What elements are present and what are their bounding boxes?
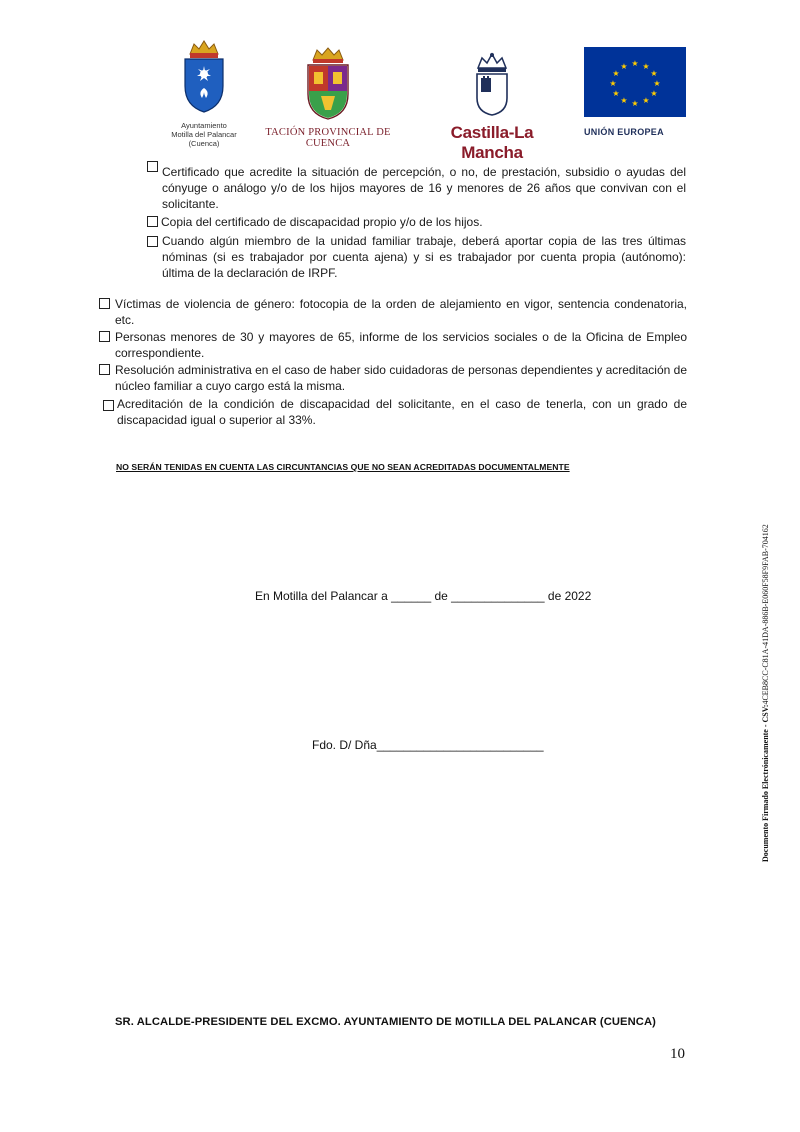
svg-text:★: ★ [650,69,658,78]
svg-text:★: ★ [612,69,620,78]
place-date-line: En Motilla del Palancar a ______ de ______________ de 2022 [255,589,592,603]
ayuntamiento-logo [168,38,240,148]
castilla-la-mancha-logo [424,52,560,163]
svg-text:★: ★ [653,79,661,88]
signature-line: Fdo. D/ Dña_________________________ [312,738,544,752]
svg-text:★: ★ [620,62,628,71]
svg-text:★: ★ [642,96,650,105]
eu-flag-icon [584,47,686,117]
diputacion-shield-icon [303,46,353,120]
checkbox[interactable] [99,298,110,309]
svg-text:★: ★ [612,89,620,98]
clm-crest-icon [472,52,512,116]
diputacion-caption: TACIÓN PROVINCIAL DE CUENCA [265,127,391,149]
list-item [115,296,687,328]
stamp-code: 4CEB8CC-C81A-41DA-886B-E060F58F9FAB-704162 [761,524,770,705]
svg-text:★: ★ [620,96,628,105]
header-logos [0,38,800,162]
ayuntamiento-caption-line: Ayuntamiento [181,121,227,130]
svg-text:★: ★ [631,59,639,68]
union-europea-logo [584,47,688,137]
addressee: SR. ALCALDE-PRESIDENTE DEL EXCMO. AYUNTAMIENTO DE MOTILLA DEL PALANCAR (CUENCA) [115,1016,656,1028]
checkbox[interactable] [99,364,110,375]
list-item-text: Víctimas de violencia de género: fotocopia de la orden de alejamiento en vigor, sentencia condenatoria, etc. [115,297,687,327]
page-number: 10 [670,1046,685,1062]
list-item-text: Personas menores de 30 y mayores de 65, informe de los servicios sociales o de la Oficina de Empleo correspondiente. [115,330,687,360]
checkbox[interactable] [147,236,158,247]
checkbox[interactable] [103,400,114,411]
list-item [117,396,687,428]
ue-caption: UNIÓN EUROPEA [584,127,664,137]
list-item-text: Acreditación de la condición de discapacidad del solicitante, en el caso de tenerla, con un grado de discapacidad igual o superior al 33%. [117,397,687,427]
ayuntamiento-caption-line: Motilla del Palancar [171,130,237,139]
electronic-signature-stamp [761,524,770,862]
ayuntamiento-caption-line: (Cuenca) [188,139,220,148]
list-item-text: Resolución administrativa en el caso de haber sido cuidadoras de personas dependientes y acreditación de núcleo familiar a cuyo cargo está la misma. [115,363,687,393]
list-item: Cuando algún miembro de la unidad familiar trabaje, deberá aportar copia de las tres últimas nóminas (si es trabajador por cuenta ajena) y si es trabajador por cuenta propia (autónomo): última de la declaración de IRPF. [162,234,686,280]
clm-caption: Castilla-La Mancha [450,123,534,162]
list-item: Copia del certificado de discapacidad propio y/o de los hijos. [161,215,483,229]
svg-text:★: ★ [631,99,639,108]
stamp-label: Documento Firmado Electrónicamente - CSV: [761,704,770,862]
checkbox[interactable] [147,161,158,172]
checkbox[interactable] [147,216,158,227]
ayuntamiento-shield-icon [182,38,226,114]
svg-text:★: ★ [642,62,650,71]
list-item [115,362,687,394]
notice-text: NO SERÁN TENIDAS EN CUENTA LAS CIRCUNTANCIAS QUE NO SEAN ACREDITADAS DOCUMENTALMENTE [116,462,570,472]
svg-text:★: ★ [609,79,617,88]
svg-text:★: ★ [650,89,658,98]
list-item [115,329,687,361]
checkbox[interactable] [99,331,110,342]
diputacion-logo [250,46,406,149]
list-item: Certificado que acredite la situación de percepción, o no, de prestación, subsidio o ayudas del cónyuge o análogo y/o de los hijos mayores de 16 y menores de 26 años que convivan con el solicitante. [162,165,686,211]
